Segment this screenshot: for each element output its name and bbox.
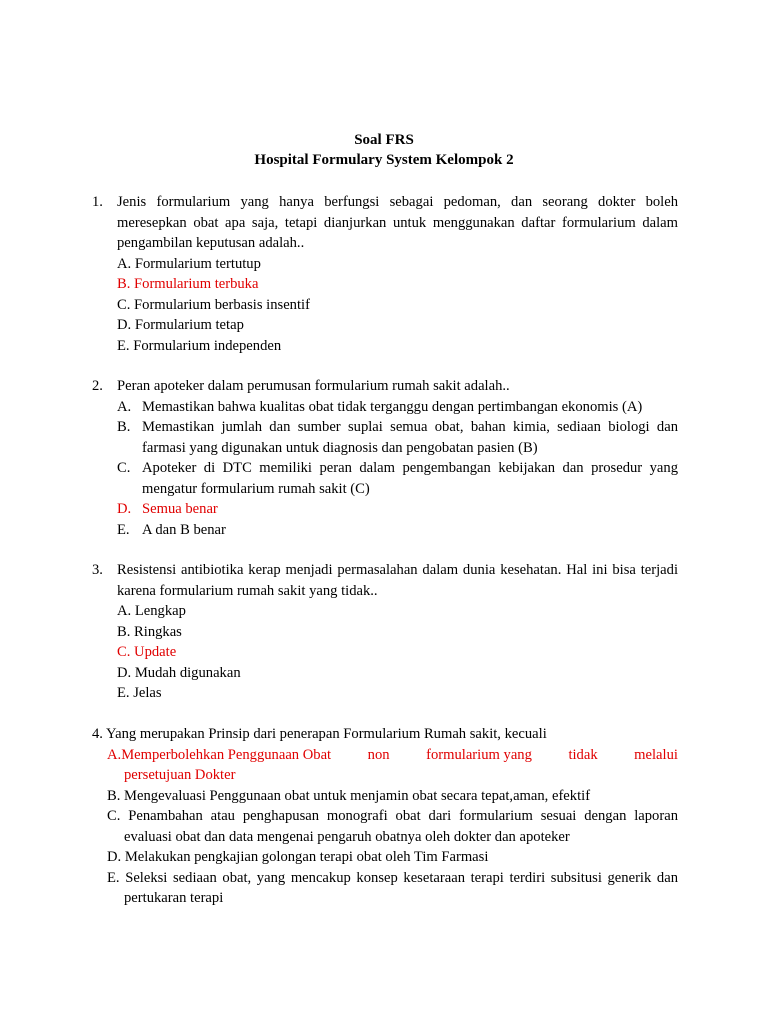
option-letter: D.	[117, 501, 132, 517]
option-d: D. Formularium tetap	[117, 317, 244, 333]
option-e	[117, 520, 678, 541]
option-text: A dan B benar	[142, 521, 226, 538]
document-subtitle: Hospital Formulary System Kelompok 2	[254, 152, 514, 168]
option-d: D. Melakukan pengkajian golongan terapi obat oleh Tim Farmasi	[107, 849, 489, 865]
word: A.Memperbolehkan Penggunaan Obat	[107, 746, 332, 763]
option-c	[117, 458, 678, 499]
option-letter: C.	[117, 460, 131, 476]
option-b	[117, 417, 678, 458]
option-c-correct: C. Update	[117, 644, 177, 660]
option-letter: A.	[117, 398, 132, 415]
question-number: 1.	[92, 194, 103, 210]
option-e: E. Jelas	[117, 685, 162, 701]
option-text: Apoteker di DTC memiliki peran dalam pengembangan kebijakan dan prosedur yang mengatur formularium rumah sakit (C)	[142, 460, 678, 497]
option-e: E. Formularium independen	[117, 337, 282, 354]
option-a-correct	[107, 745, 678, 786]
option-a-first-line	[107, 745, 678, 766]
option-a	[117, 397, 678, 418]
word: tidak	[568, 746, 598, 763]
option-letter: B.	[117, 419, 131, 435]
option-a: A. Formularium tertutup	[117, 255, 261, 272]
option-d: D. Mudah digunakan	[117, 664, 241, 681]
option-d-correct	[117, 499, 678, 520]
question-4	[92, 724, 678, 909]
question-number: 2.	[92, 378, 103, 394]
option-b-correct: B. Formularium terbuka	[117, 276, 259, 292]
option-e: E. Seleksi sediaan obat, yang mencakup konsep kesetaraan terapi terdiri subsitusi generik dan pertukaran terapi	[107, 869, 678, 906]
question-2	[92, 376, 678, 540]
option-b: B. Mengevaluasi Penggunaan obat untuk menjamin obat secara tepat,aman, efektif	[107, 787, 591, 804]
option-c: C. Penambahan atau penghapusan monografi obat dari formularium sesuai dengan laporan evaluasi obat dan data mengenai pengaruh obatnya oleh dokter dan apoteker	[107, 808, 678, 845]
question-text: 4. Yang merupakan Prinsip dari penerapan Formularium Rumah sakit, kecuali	[92, 726, 547, 742]
question-1	[92, 192, 678, 356]
question-text: Peran apoteker dalam perumusan formularium rumah sakit adalah..	[117, 378, 510, 394]
option-c: C. Formularium berbasis insentif	[117, 296, 310, 313]
option-text: Semua benar	[142, 501, 218, 517]
word: formularium yang	[426, 746, 532, 763]
option-letter: E.	[117, 521, 130, 538]
question-text: Resistensi antibiotika kerap menjadi permasalahan dalam dunia kesehatan. Hal ini bisa terjadi karena formularium rumah sakit yang tidak..	[117, 562, 678, 599]
word: non	[367, 746, 390, 763]
question-number: 3.	[92, 562, 103, 578]
option-a: A. Lengkap	[117, 603, 186, 619]
option-text: Memastikan bahwa kualitas obat tidak terganggu dengan pertimbangan ekonomis (A)	[142, 398, 643, 415]
document-title: Soal FRS	[354, 132, 414, 148]
option-a-continuation: persetujuan Dokter	[124, 767, 236, 783]
question-3	[92, 560, 678, 704]
option-text: Memastikan jumlah dan sumber suplai semua obat, bahan kimia, sediaan biologi dan farmasi yang digunakan untuk diagnosis dan pengobatan pasien (B)	[142, 419, 678, 456]
word: melalui	[634, 746, 678, 763]
question-text: Jenis formularium yang hanya berfungsi sebagai pedoman, dan seorang dokter boleh meresepkan obat apa saja, tetapi dianjurkan untuk menggunakan daftar formularium dalam pengambilan keputusan adalah..	[117, 194, 678, 251]
option-b: B. Ringkas	[117, 623, 182, 640]
